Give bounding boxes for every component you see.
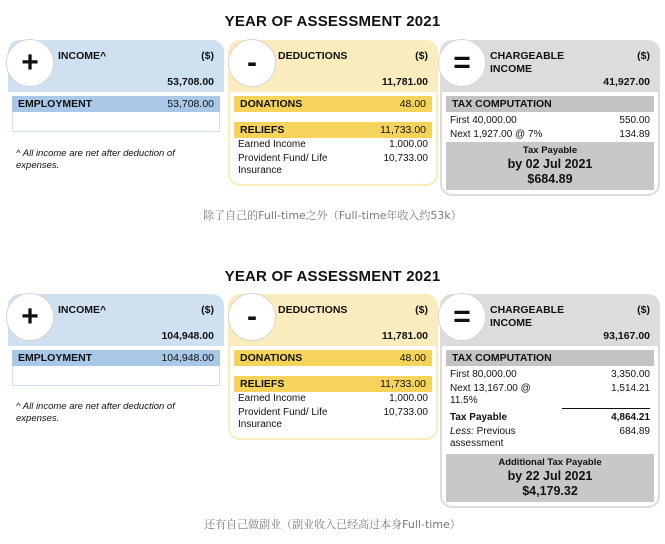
donations-value: 48.00 — [399, 352, 426, 364]
chargeable-card-body — [440, 346, 660, 508]
chargeable-card — [440, 40, 660, 196]
deductions-card — [228, 40, 438, 186]
currency-unit: ($) — [637, 304, 650, 316]
tax-computation-label: TAX COMPUTATION — [452, 98, 552, 110]
tax-payable-label: Tax Payable — [522, 145, 578, 156]
tax-payable-box — [446, 142, 654, 190]
caption: 除了自己的Full-time之外（Full-time年收入约53k） — [203, 209, 462, 222]
deductions-card-body — [228, 92, 438, 186]
tax-row — [442, 382, 658, 408]
tax-row-value: 1,514.21 — [611, 383, 650, 394]
donations-label: DONATIONS — [240, 98, 303, 110]
previous-assessment-label: Less: Previous assessment — [450, 426, 516, 449]
employment-row — [12, 96, 220, 112]
income-footnote: ^ All income are net after deduction of expenses. — [16, 148, 175, 171]
deductions-amount: 11,781.00 — [381, 330, 428, 342]
income-card — [8, 294, 224, 386]
income-card-header — [8, 294, 224, 346]
plus-icon: + — [6, 293, 54, 341]
tax-row-value: 3,350.00 — [611, 369, 650, 380]
income-card — [8, 40, 224, 132]
tax-row-value: 134.89 — [619, 129, 650, 140]
chargeable-label: CHARGEABLE INCOME — [490, 50, 565, 75]
currency-unit: ($) — [201, 50, 214, 62]
equals-icon: = — [438, 293, 486, 341]
provident-fund-value: 10,733.00 — [383, 407, 428, 418]
minus-icon: - — [228, 293, 276, 341]
reliefs-label: RELIEFS — [240, 124, 285, 136]
chargeable-card — [440, 294, 660, 508]
income-card-body — [8, 92, 224, 132]
provident-fund-label: Provident Fund/ Life Insurance — [238, 407, 328, 430]
additional-tax-payable-label: Additional Tax Payable — [498, 457, 602, 468]
minus-icon: - — [228, 39, 276, 87]
tax-row-value: 550.00 — [619, 115, 650, 126]
tax-row-label: First 40,000.00 — [450, 115, 517, 126]
deductions-label: DEDUCTIONS — [278, 304, 348, 316]
section-title: YEAR OF ASSESSMENT 2021 — [224, 268, 441, 285]
employment-label: EMPLOYMENT — [18, 98, 93, 110]
income-amount: 53,708.00 — [167, 76, 214, 88]
tax-payable-row-label: Tax Payable — [450, 412, 508, 423]
income-footnote: ^ All income are net after deduction of expenses. — [16, 401, 175, 424]
employment-label: EMPLOYMENT — [18, 352, 93, 364]
tax-payable-row-value: 4,864.21 — [611, 412, 650, 423]
employment-row — [12, 350, 220, 366]
additional-tax-payable-date: by 22 Jul 2021 — [507, 469, 593, 483]
tax-computation-header — [446, 350, 654, 366]
earned-income-row — [230, 392, 436, 406]
section-title: YEAR OF ASSESSMENT 2021 — [224, 13, 441, 30]
tax-row-label: Next 1,927.00 @ 7% — [450, 129, 543, 140]
tax-row — [442, 114, 658, 128]
deductions-card-body — [228, 346, 438, 440]
chargeable-label: CHARGEABLE INCOME — [490, 304, 565, 329]
reliefs-value: 11,733.00 — [380, 124, 426, 136]
additional-tax-payable-amount: $4,179.32 — [522, 484, 578, 498]
tax-payable-row — [442, 411, 658, 425]
income-card-body — [8, 346, 224, 386]
tax-payable-amount: $684.89 — [527, 172, 573, 186]
chargeable-card-header — [440, 294, 660, 346]
currency-unit: ($) — [415, 50, 428, 62]
employment-value: 53,708.00 — [167, 98, 214, 110]
equals-icon: = — [438, 39, 486, 87]
currency-unit: ($) — [637, 50, 650, 62]
income-amount: 104,948.00 — [161, 330, 214, 342]
previous-assessment-value: 684.89 — [619, 426, 650, 437]
reliefs-row — [234, 122, 432, 138]
donations-row — [234, 350, 432, 366]
deductions-card-header — [228, 294, 438, 346]
chargeable-card-body — [440, 92, 660, 196]
employment-value: 104,948.00 — [161, 352, 214, 364]
income-label: INCOME^ — [58, 304, 107, 316]
earned-income-label: Earned Income — [238, 139, 306, 150]
chargeable-amount: 41,927.00 — [603, 76, 650, 88]
income-card-header — [8, 40, 224, 92]
chargeable-amount: 93,167.00 — [603, 330, 650, 342]
earned-income-value: 1,000.00 — [389, 393, 428, 404]
tax-computation-header — [446, 96, 654, 112]
reliefs-label: RELIEFS — [240, 378, 285, 390]
earned-income-label: Earned Income — [238, 393, 306, 404]
reliefs-row — [234, 376, 432, 392]
tax-payable-date: by 02 Jul 2021 — [507, 157, 593, 171]
donations-value: 48.00 — [399, 98, 426, 110]
currency-unit: ($) — [415, 304, 428, 316]
deductions-card — [228, 294, 438, 440]
earned-income-row — [230, 138, 436, 152]
tax-row — [442, 128, 658, 142]
chargeable-card-header — [440, 40, 660, 92]
provident-fund-row — [230, 152, 436, 178]
caption: 还有自己做副业（副业收入已经高过本身Full-time） — [204, 518, 461, 531]
previous-assessment-row — [442, 425, 658, 451]
assessment-section-1 — [0, 0, 665, 236]
additional-tax-payable-box — [446, 454, 654, 502]
assessment-section-2 — [0, 258, 665, 544]
subtotal-divider — [562, 408, 650, 409]
income-label: INCOME^ — [58, 50, 107, 62]
tax-row-label: Next 13,167.00 @ 11.5% — [450, 383, 531, 406]
tax-row — [442, 368, 658, 382]
deductions-label: DEDUCTIONS — [278, 50, 348, 62]
deductions-card-header — [228, 40, 438, 92]
provident-fund-row — [230, 406, 436, 432]
provident-fund-value: 10,733.00 — [383, 153, 428, 164]
currency-unit: ($) — [201, 304, 214, 316]
plus-icon: + — [6, 39, 54, 87]
donations-row — [234, 96, 432, 112]
tax-computation-label: TAX COMPUTATION — [452, 352, 552, 364]
deductions-amount: 11,781.00 — [381, 76, 428, 88]
earned-income-value: 1,000.00 — [389, 139, 428, 150]
reliefs-value: 11,733.00 — [380, 378, 426, 390]
donations-label: DONATIONS — [240, 352, 303, 364]
tax-row-label: First 80,000.00 — [450, 369, 517, 380]
provident-fund-label: Provident Fund/ Life Insurance — [238, 153, 328, 176]
